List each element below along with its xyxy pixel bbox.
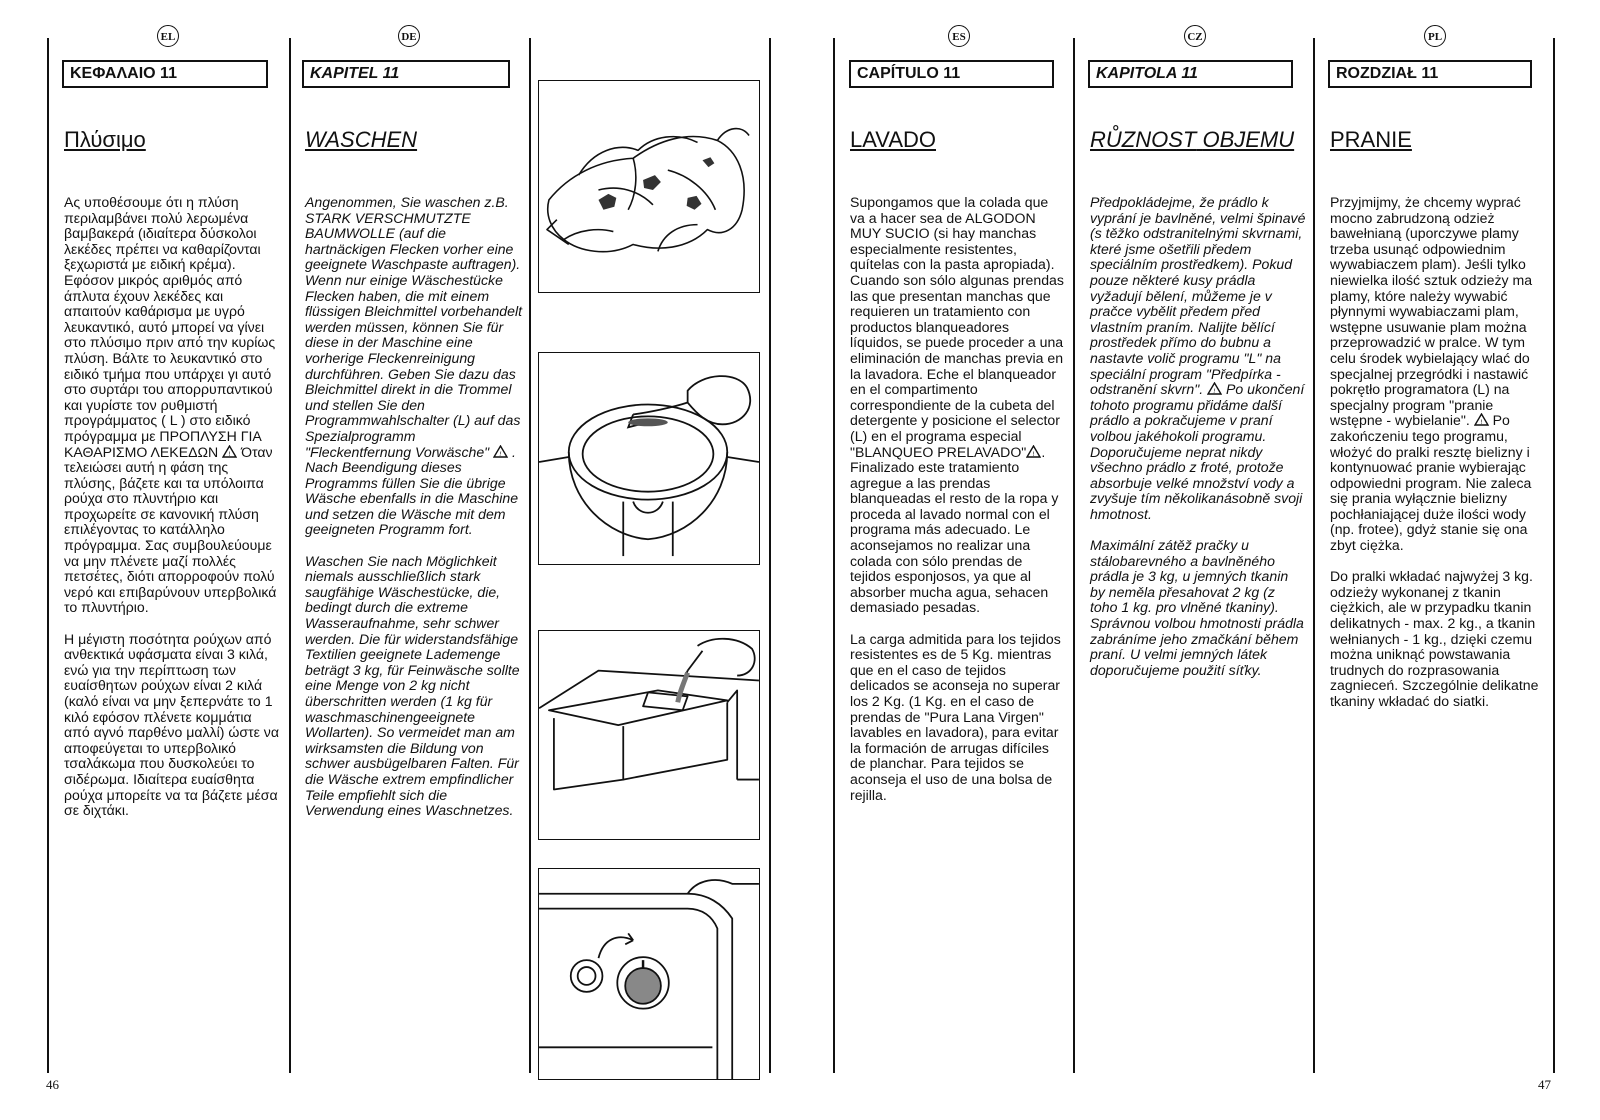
column-divider — [833, 38, 835, 1073]
paragraph: Angenommen, Sie waschen z.B. STARK VERSCHMUTZTE BAUMWOLLE (auf die hartnäckigen Flecken vorher eine geeignete Waschpaste auftragen). Wenn nur einige Wäschestücke Flecken haben, die mit einem flüssigen Bleichmittel vorbehandelt werden müssen, können Sie für diese in der Maschine eine vorherige Fleckenreinigung durchführen. Geben Sie dazu das Bleichmittel direkt in die Trommel und stellen Sie den Programmwahlschalter (L) auf das Spezialprogramm "Fleckentfernung Vorwäsche" ! . Nach Beendigung dieses Programms füllen Sie die übrige Wäsche ebenfalls in die Maschine und setzen die Wäsche mit dem geeigneten Programm fort. — [305, 194, 523, 538]
bleach-into-drawer-illustration-icon — [539, 631, 759, 839]
section-title — [1090, 127, 1294, 153]
body-text — [1330, 195, 1546, 725]
language-badge-el: EL — [157, 25, 179, 47]
svg-text:!: ! — [499, 450, 502, 458]
paragraph: Ας υποθέσουμε ότι η πλύση περιλαμβάνει πολύ λερωμένα βαμβακερά (ιδιαίτερα δύσκολοι λεκέδες πρέπει να καθαρίζονται ξεχωριστά με ειδική κρέμα). Εφόσον μικρός αριθμός από άπλυτα έχουν λεκέδες και απαιτούν καθάρισμα με υγρό λευκαντικό, αυτό μπορεί να γίνει στο πλύσιμο πριν από την κυρίως πλύση. Βάλτε το λευκαντικό στο ειδικό τμήμα που υπάρχει γι αυτό στο συρτάρι του απορρυπαντικού και γυρίστε τον ρυθμιστή προγράμματος ( L ) στο ειδικό πρόγραμμα με ΠΡΟΠΛΥΣΗ ΓΙΑ ΚΑΘΑΡΙΣΜΟ ΛΕΚΕΔΩΝ ! Όταν τελειώσει αυτή η φάση της πλύσης, βάζετε και τα υπόλοιπα ρούχα στο πλυντήριο και προχωρείτε σε κανονική πλύση επιλέγοντας το κατάλληλο πρόγραμμα. Σας συμβουλεύουμε να μην πλένετε μαζί πολλές πετσέτες, διότι απορροφούν πολύ νερό και επιβαρύνουν υπερβολικά το πλυντήριο. — [64, 194, 277, 616]
stained-laundry-illustration-icon — [539, 81, 759, 292]
warning-triangle-icon — [493, 445, 508, 458]
paragraph: Do pralki wkładać najwyżej 3 kg. odzieży wykonanej z tkanin ciężkich, ale w przypadku tkanin delikatnych - max. 2 kg., a tkanin wełnianych - 1 kg., dzięki czemu można uniknąć powstawania trudnych do rozprasowania zagnieceń. Szczególnie delikatne tkaniny wkładać do siatki. — [1330, 568, 1539, 709]
section-title: WASCHEN — [305, 127, 418, 152]
column-divider — [1313, 38, 1315, 1073]
figure-stained-laundry — [538, 80, 760, 293]
column-divider — [769, 38, 771, 1073]
chapter-heading: CAPÍTULO 11 — [849, 60, 1054, 88]
body-text — [64, 195, 280, 834]
page-number-left: 46 — [46, 1077, 59, 1092]
language-badge-es: ES — [948, 25, 970, 47]
paragraph: Předpokládejme, že prádlo k vyprání je bavlněné, velmi špinavé (s těžko odstranitelnými skvrnami, které jsme ošetřili předem speciálním prostředkem). Pokud pouze některé kusy prádla vyžadují bělení, můžeme je v pračce vybělit předem před vlastním praním. Nalijte bělící prostředek přímo do bubnu a nastavte volič programu "L" na speciální program "Předpírka - odstranění skvrn". ! Po ukončení tohoto programu přidáme další prádlo a pokračujeme v praní volbou jakéhokoli programu. Doporučujeme neprat nikdy všechno prádlo z froté, protože absorbuje velké množství vody a zvyšuje tím několikanásobně svoji hmotnost. — [1090, 194, 1306, 522]
column-divider — [47, 38, 49, 1073]
section-title: PRANIE — [1330, 127, 1412, 152]
column-divider — [1553, 38, 1555, 1073]
paragraph: Supongamos que la colada que va a hacer sea de ALGODON MUY SUCIO (si hay manchas especialmente resistentes, quítelas con la pasta apropiada). Cuando son sólo algunas prendas las que presentan manchas que requieren un tratamiento con productos blanqueadores líquidos, se puede proceder a una eliminación de manchas previa en la lavadora. Eche el blanqueador en el compartimento correspondiente de la cubeta del detergente y posicione el selector (L) en el programa especial "BLANQUEO PRELAVADO" ! . Finalizado este tratamiento agregue a las prendas blanqueadas el resto de la ropa y proceda al lavado normal con el programa más adecuado. Le aconsejamos no realizar una colada con sólo prendas de tejidos esponjosos, ya que al absorber mucha agua, sehacen demasiado pesadas. — [850, 194, 1064, 616]
body-text — [305, 195, 523, 834]
language-badge-de: DE — [398, 25, 420, 47]
warning-triangle-icon — [222, 445, 237, 458]
program-knob-illustration-icon — [539, 869, 759, 1079]
warning-triangle-icon — [1026, 445, 1041, 458]
warning-triangle-icon — [1207, 382, 1222, 395]
language-badge-pl: PL — [1424, 25, 1446, 47]
warning-triangle-icon — [1474, 413, 1489, 426]
figure-bleach-drawer — [538, 630, 760, 840]
language-badge-cz: CZ — [1184, 25, 1206, 47]
paragraph: Przyjmijmy, że chcemy wyprać mocno zabrudzoną odzież bawełnianą (uporczywe plamy trzeba usunąć odpowiednim wywabiaczem plam). Jeśli tylko niewielka ilość sztuk odzieży ma plamy, które należy wywabić płynnymi wywabiaczami plam, wstępne usuwanie plam można przeprowadzić w pralce. W tym celu środek wybielający wlać do specjalnej przegródki i nastawić pokrętło programatora (L) na specjalny program "pranie wstępne - wybielanie". ! Po zakończeniu tego programu, włożyć do pralki resztę bielizny i kontynuować pranie wybierając odpowiedni program. Nie zaleca się prania wyłącznie bielizny pochłaniającej duże ilości wody (np. frotee), gdyż stanie się ona zbyt ciężka. — [1330, 194, 1533, 554]
chapter-heading: ROZDZIAŁ 11 — [1328, 60, 1532, 88]
chapter-heading: KAPITEL 11 — [302, 60, 510, 88]
svg-text:!: ! — [1479, 419, 1483, 427]
svg-text:!: ! — [1032, 450, 1036, 458]
title-part: OBJEMU — [1202, 127, 1295, 152]
bleach-into-drum-illustration-icon — [539, 353, 759, 564]
figure-program-knob — [538, 868, 760, 1080]
column-divider — [1073, 38, 1075, 1073]
chapter-heading: KAPITOLA 11 — [1088, 60, 1293, 88]
page-number-right: 47 — [1538, 1077, 1551, 1092]
paragraph: Η μέγιστη ποσότητα ρούχων από ανθεκτικά υφάσματα είναι 3 κιλά, ενώ για την περίπτωση των ευαίσθητων ρούχων είναι 2 κιλά (καλό είναι να μην ξεπερνάτε το 1 κιλό εφόσον πλένετε κομμάτια από αγνό παρθένο μαλλί) ώστε να αποφεύγεται το υπερβολικό τσαλάκωμα που δυσκολεύει το σιδέρωμα. Ιδιαίτερα ευαίσθητα ρούχα μπορείτε να τα βάζετε μέσα σε διχτάκι. — [64, 630, 279, 819]
body-text — [1090, 195, 1306, 694]
section-title: Πλύσιμο — [64, 127, 146, 152]
paragraph: Waschen Sie nach Möglichkeit niemals ausschließlich stark saugfähige Wäschestücke, die, bedingt durch die extreme Wasseraufnahme, sehr schwer werden. Die für widerstandsfähige Textilien geeignete Lademenge beträgt 3 kg, für Feinwäsche sollte eine Menge von 2 kg nicht überschritten werden (1 kg für waschmaschinengeeignete Wollarten). So vermeidet man am wirksamsten die Bildung von schwer ausbügelbaren Falten. Für die Wäsche extrem empfindlicher Teile empfiehlt sich die Verwendung eines Waschnetzes. — [305, 552, 520, 819]
title-part: RŮZNOST — [1090, 127, 1197, 152]
paragraph: Maximální zátěž pračky u stálobarevného a bavlněného prádla je 3 kg, u jemných tkanin by neměla přesahovat 2 kg (z toho 1 kg. pro vlněné tkaniny). Správnou volbou hmotnosti prádla zabráníme jeho zmačkání během praní. U velmi jemných látek doporučujeme použití síťky. — [1090, 537, 1304, 678]
body-text — [850, 195, 1065, 819]
paragraph: La carga admitida para los tejidos resistentes es de 5 Kg. mientras que en el caso de tejidos delicados se aconseja no superar los 2 Kg. (1 Kg. en el caso de prendas de "Pura Lana Virgen" lavables en lavadora), para evitar la formación de arrugas difíciles de planchar. Para tejidos se aconseja el uso de una bolsa de rejilla. — [850, 630, 1061, 803]
svg-text:!: ! — [228, 450, 231, 458]
column-divider — [529, 38, 531, 1073]
figure-bleach-drum — [538, 352, 760, 565]
column-divider — [289, 38, 291, 1073]
chapter-heading: ΚΕΦΑΛΑΙΟ 11 — [62, 60, 268, 88]
section-title: LAVADO — [850, 127, 936, 152]
svg-text:!: ! — [1213, 388, 1216, 396]
